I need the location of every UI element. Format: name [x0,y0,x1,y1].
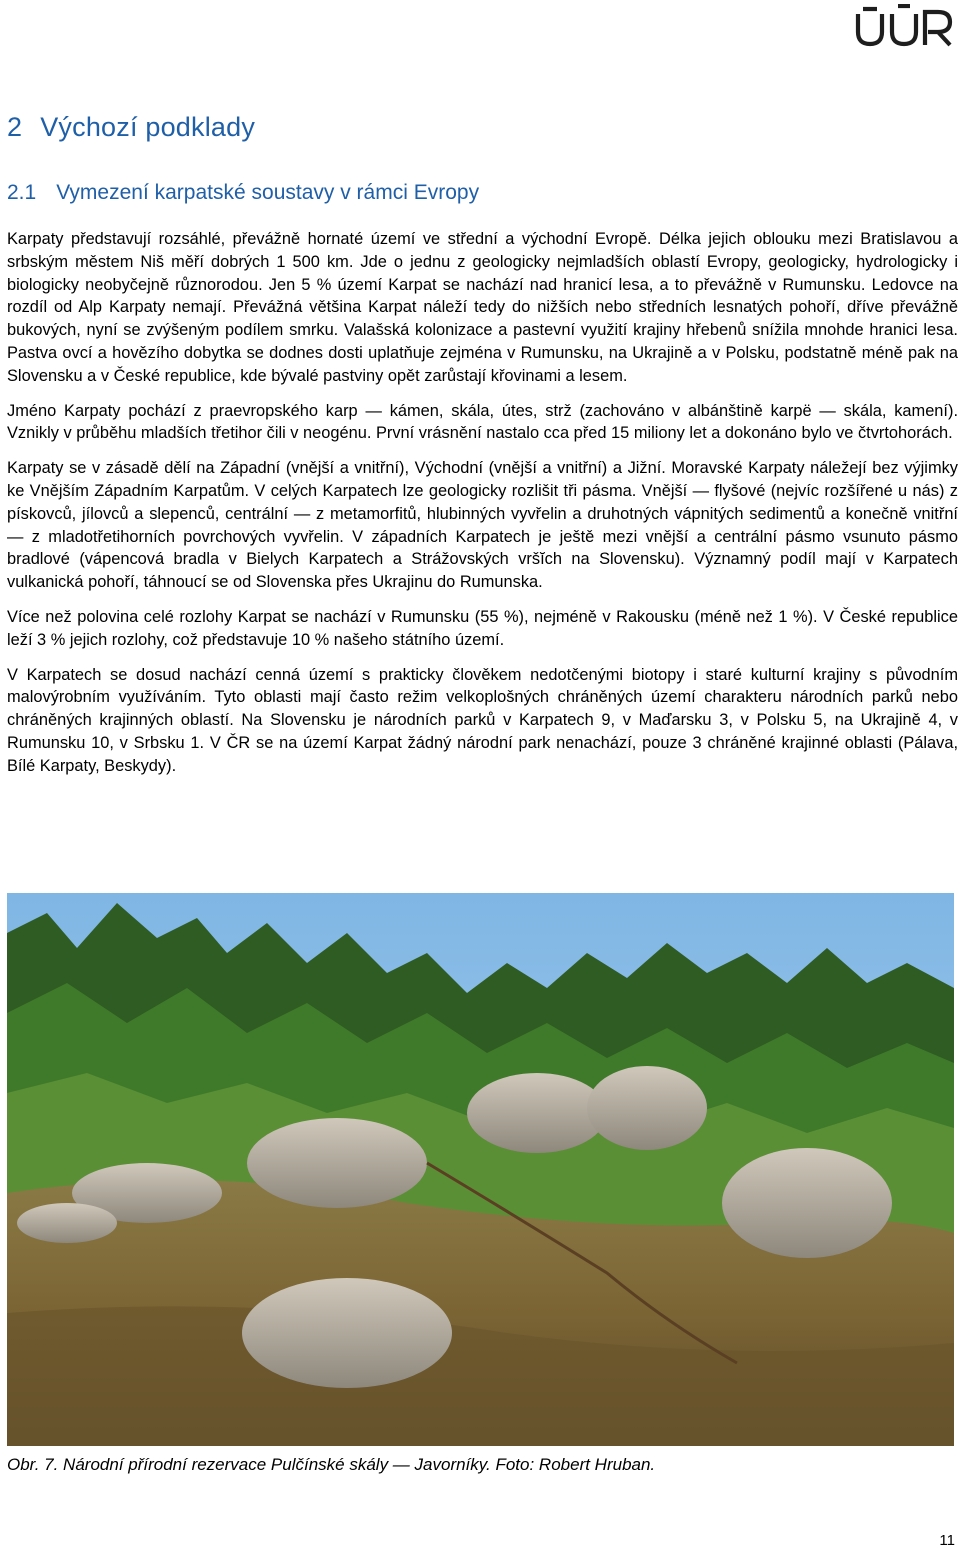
body-text [7,228,958,790]
chapter-heading [7,112,255,143]
paragraph: V Karpatech se dosud nachází cenná území s prakticky člověkem nedotčenými biotopy i staré kulturní krajiny s původním malovýrobním využíváním. Tyto oblasti mají často režim velkoplošných chráněných území charakteru národních parků nebo chráněných krajinných oblastí. Na Slovensku je národních parků v Karpatech 9, v Maďarsku 3, v Polsku 5, na Ukrajině 4, v Rumunsku 10, v Srbsku 1. V ČR se na území Karpat žádný národní park nenachází, pouze 3 chráněné krajinné oblasti (Pálava, Bílé Karpaty, Beskydy). [7,665,958,775]
paragraph: Více než polovina celé rozlohy Karpat se nachází v Rumunsku (55 %), nejméně v Rakousku (méně než 1 %). V České republice leží 3 % jejich rozlohy, což představuje 10 % našeho státního území. [7,607,958,649]
paragraph: Karpaty představují rozsáhlé, převážně hornaté území ve střední a východní Evropě. Délka jejich oblouku mezi Bratislavou a srbským městem Niš měří dobrých 1 500 km. Jde o jednu z geologicky nejmladších oblastí Evropy, geologicky, hydrologicky i biologicky neobyčejně různorodou. Jen 5 % území Karpat se nachází nad hranicí lesa, a to převážně v Rumunsku. Ledovce na rozdíl od Alp Karpaty nemají. Převážná většina Karpat náleží tedy do nižších nebo středních lesnatých pohoří, dříve převážně bukových, nyní se zvýšeným podílem smrku. Valašská kolonizace a pastevní využití krajiny hřebenů snížila mnohde hranici lesa. Pastva ovcí a hovězího dobytka se dodnes dosti uplatňuje zejména v Rumunsku, na Ukrajině a v Polsku, podstatně méně pak na Slovensku a v České republice, kde bývalé pastviny opět zarůstají křovinami a lesem. [7,230,958,385]
paragraph: Jméno Karpaty pochází z praevropského karp — kámen, skála, útes, strž (zachováno v albánštině karpë — skála, kamení). Vznikly v průběhu mladších třetihor čili v neogénu. První vrásnění nastalo cca před 15 miliony let a dokonáno bylo ve čtvrtohorách. [7,401,958,443]
section-heading [7,181,479,205]
chapter-title: Výchozí podklady [40,112,256,142]
landscape-photo [7,893,954,1446]
page-number: 11 [939,1532,955,1549]
figure-caption: Obr. 7. Národní přírodní rezervace Pulčínské skály — Javorníky. Foto: Robert Hruban. [7,1455,656,1474]
uur-logo [854,4,954,48]
chapter-number: 2 [7,112,23,142]
section-number: 2.1 [7,181,37,204]
paragraph: Karpaty se v zásadě dělí na Západní (vnější a vnitřní), Východní (vnější a vnitřní) a Jižní. Moravské Karpaty náležejí bez výjimky ke Vnějším Západním Karpatům. V celých Karpatech lze geologicky rozlišit tři pásma. Vnější — flyšové (nejvíc rozšířené u nás) z pískovců, jílovců a slepenců, centrální — z metamorfitů, hlubinných vyvřelin a druhotných vápnitých sedimentů a konečně vnitřní — z mladotřetihorních povrchových vyvřelin. V západních Karpatech je ještě mezi vnější a centrální pásmo vsunuto pásmo bradlové (vápencová bradla v Bielych Karpatech a Strážovských vršĭch na Slovensku). Významný podíl mají v Karpatech vulkanická pohoří, táhnoucí se od Slovenska přes Ukrajinu do Rumunska. [7,459,958,592]
section-title: Vymezení karpatské soustavy v rámci Evropy [56,181,480,204]
